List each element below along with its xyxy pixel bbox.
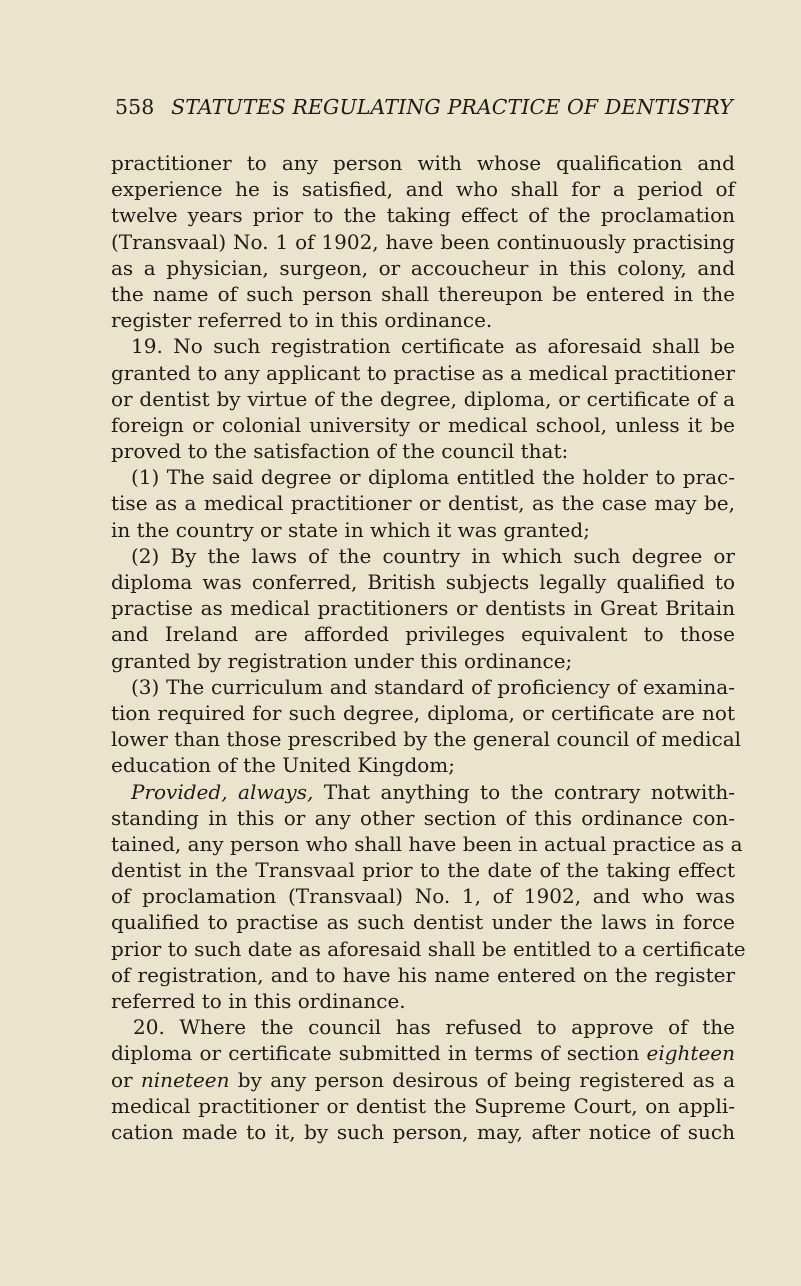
text-line: tise as a medical practitioner or dentist, as the case may be,: [111, 491, 735, 516]
text-line: (Transvaal) No. 1 of 1902, have been continuously practising: [111, 229, 735, 254]
text-line: proved to the satisfaction of the council that:: [111, 439, 569, 464]
text-line: or dentist by virtue of the degree, diploma, or certificate of a: [111, 386, 735, 411]
text-line-with-italic: [111, 1067, 735, 1093]
text-line: tion required for such degree, diploma, or certificate are not: [111, 700, 735, 725]
text-line: tained, any person who shall have been in actual practice as a: [111, 831, 743, 856]
section-19-start: 19. No such registration certificate as aforesaid shall be: [131, 334, 735, 359]
text-line: in the country or state in which it was granted;: [111, 517, 590, 542]
text-line: dentist in the Transvaal prior to the date of the taking effect: [111, 858, 735, 883]
body-text: [111, 150, 746, 1145]
text-line: cation made to it, by such person, may, after notice of such: [111, 1119, 735, 1144]
text-segment: or: [111, 1067, 141, 1092]
text-line: register referred to in this ordinance.: [111, 308, 493, 333]
page-number: 558: [115, 95, 155, 119]
text-line: qualified to practise as such dentist under the laws in force: [111, 910, 735, 935]
text-line: education of the United Kingdom;: [111, 753, 456, 778]
text-line: the name of such person shall thereupon be entered in the: [111, 281, 735, 306]
section-20-start: 20. Where the council has refused to approve of the: [133, 1015, 735, 1040]
text-segment: diploma or certificate submitted in terms of section: [111, 1041, 647, 1066]
text-line: of proclamation (Transvaal) No. 1, of 1902, and who was: [111, 884, 735, 909]
clause-2-start: (2) By the laws of the country in which such degree or: [131, 543, 735, 568]
text-line: granted by registration under this ordinance;: [111, 648, 573, 673]
text-line: and Ireland are afforded privileges equivalent to those: [111, 622, 735, 647]
italic-nineteen: nineteen: [140, 1067, 230, 1092]
text-line: diploma was conferred, British subjects legally qualified to: [111, 570, 735, 594]
text-line: foreign or colonial university or medical school, unless it be: [111, 412, 735, 437]
text-line: granted to any applicant to practise as a medical practitioner: [111, 360, 736, 385]
text-line: prior to such date as aforesaid shall be entitled to a certificate: [111, 936, 746, 961]
text-line: twelve years prior to the taking effect of the proclamation: [111, 203, 735, 228]
clause-3-start: (3) The curriculum and standard of proficiency of examina-: [131, 674, 735, 699]
text-line: experience he is satisfied, and who shall for a period of: [111, 177, 735, 202]
text-line: of registration, and to have his name entered on the register: [111, 962, 735, 987]
text-line: practitioner to any person with whose qualification and: [111, 151, 735, 175]
text-line: medical practitioner or dentist the Supreme Court, on appli-: [111, 1093, 735, 1118]
italic-eighteen: eighteen: [646, 1041, 735, 1066]
text-segment: by any person desirous of being registered as a: [229, 1067, 735, 1092]
running-title: STATUTES REGULATING PRACTICE OF DENTISTRY: [171, 95, 733, 119]
proviso-italic: Provided, always,: [131, 779, 314, 804]
text-line-with-italic: [111, 1040, 735, 1066]
running-head: [115, 92, 735, 122]
clause-1-start: (1) The said degree or diploma entitled the holder to prac-: [131, 465, 735, 490]
text-line: as a physician, surgeon, or accoucheur in this colony, and: [111, 255, 735, 280]
text-line: practise as medical practitioners or dentists in Great Britain: [111, 596, 735, 621]
text-line: lower than those prescribed by the general council of medical: [111, 727, 742, 752]
proviso-line: [111, 779, 735, 805]
text-line: referred to in this ordinance.: [111, 989, 406, 1013]
text-line: standing in this or any other section of this ordinance con-: [111, 805, 735, 830]
proviso-text: That anything to the contrary notwith-: [323, 779, 735, 804]
